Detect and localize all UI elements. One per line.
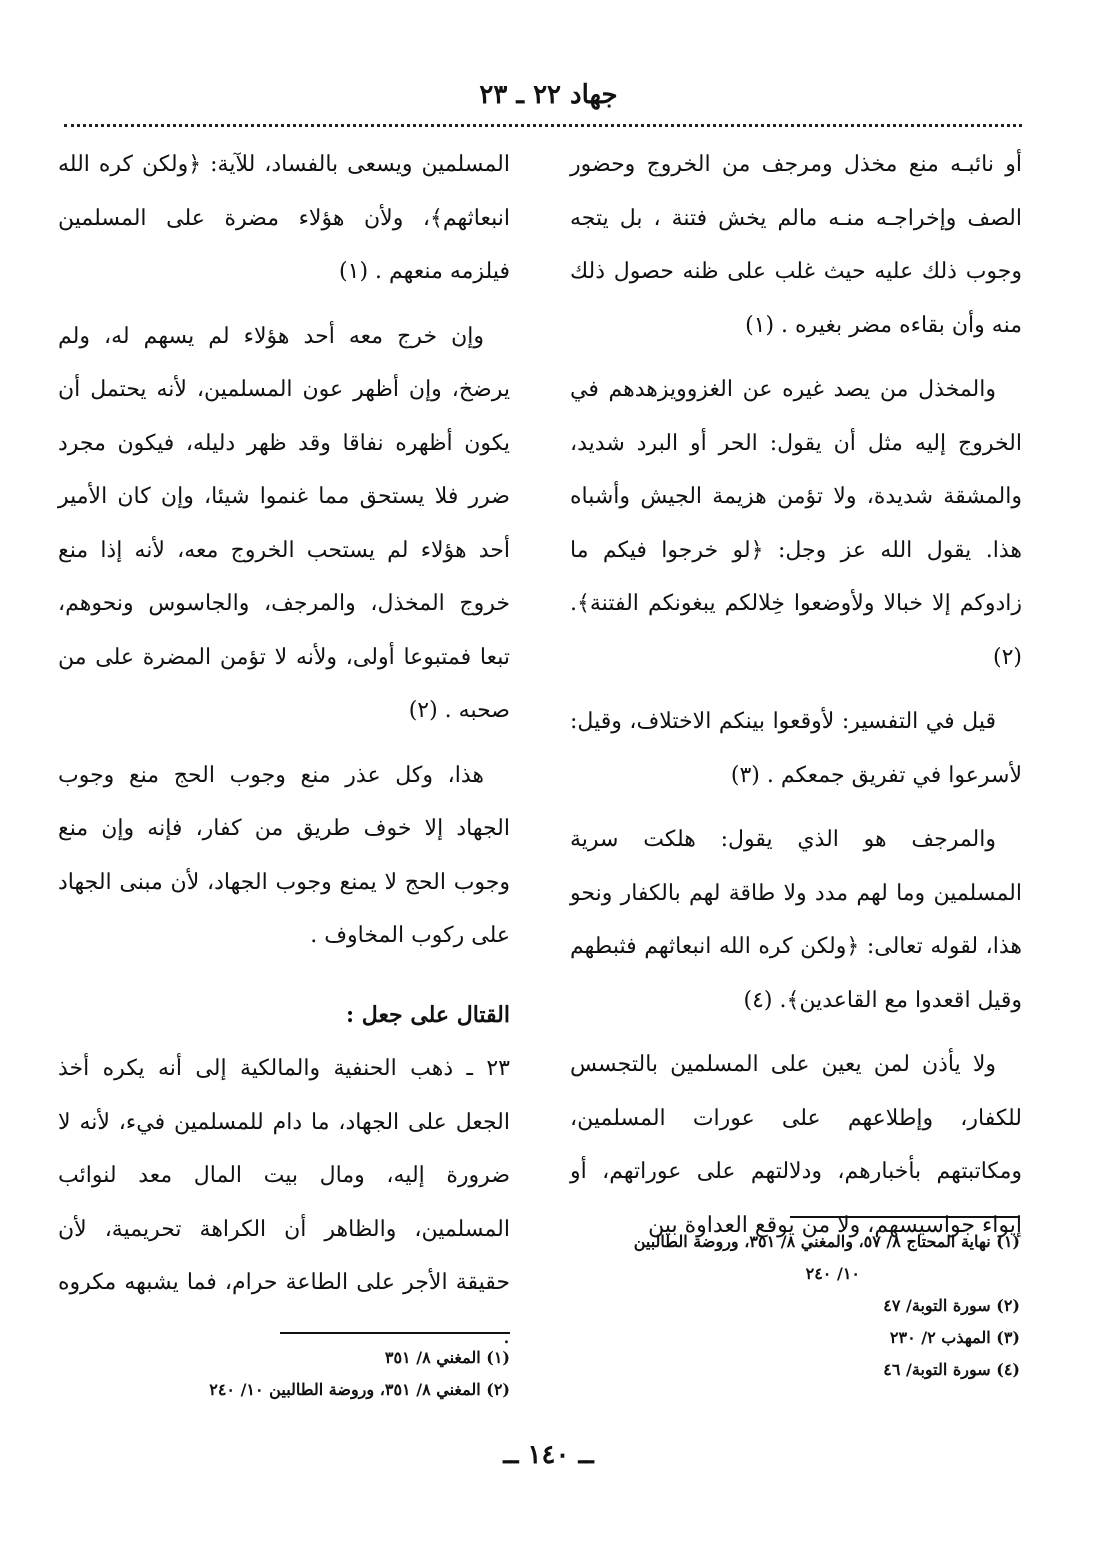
footnote-rule [280,1332,510,1334]
footnote: (٢) المغني ٨/ ٣٥١، وروضة الطالبين ١٠/ ٢٤٠ [209,1380,510,1399]
right-footnotes [560,1216,1020,1386]
section-paragraph: ٢٣ ـ ذهب الحنفية والمالكية إلى أنه يكره أخذ الجعل على الجهاد، ما دام للمسلمين فيء، لأنه لا ضرورة إليه، ومال بيت المال معد لنوائب المسلمين، والظاهر أن الكراهة تحريمية، لأن حقيقة الأجر على الطاعة حرام، فما يشبهه مكروه . [58,1056,510,1349]
paragraph: والمرجف هو الذي يقول: هلكت سرية المسلمين وما لهم مدد ولا طاقة لهم بالكفار ونحو هذا، لقوله تعالى: ﴿ولكن كره الله انبعاثهم فثبطهم وقيل اقعدوا مع القاعدين﴾. (٤) [570,827,1022,1013]
paragraph: المسلمين ويسعى بالفساد، للآية: ﴿ولكن كره الله انبعاثهم﴾، ولأن هؤلاء مضرة على المسلمين فيلزمه منعهم . (١) [58,152,510,284]
page-number: ــ ١٤٠ ــ [503,1440,594,1470]
footnote: (٤) سورة التوبة/ ٤٦ [883,1360,1020,1379]
paragraph: والمخذل من يصد غيره عن الغزوويزهدهم في الخروج إليه مثل أن يقول: الحر أو البرد شديد، والمشقة شديدة، ولا تؤمن هزيمة الجيش وأشباه هذا. يقول الله عز وجل: ﴿لو خرجوا فيكم ما زادوكم إلا خبالا ولأوضعوا خِلالكم يبغونكم الفتنة﴾. (٢) [570,377,1022,670]
footnote: (١) نهاية المحتاج ٨/ ٥٧، والمغني ٨/ ٣٥١، وروضة الطالبين [633,1232,1020,1251]
paragraph: ولا يأذن لمن يعين على المسلمين بالتجسس للكفار، وإطلاعهم على عورات المسلمين، ومكاتبتهم بأخبارهم، ودلالتهم على عوراتهم، أو إيواء جواسيسهم، ولا من يوقع العداوة بين [570,1052,1022,1238]
running-header-title: جهاد ٢٢ ـ ٢٣ [479,80,618,110]
paragraph: أو نائبـه منع مخذل ومرجف من الخروج وحضور الصف وإخراجـه منـه مالم يخش فتنة ، بل يتجه وجوب ذلك عليه حيث غلب على ظنه حصول ذلك منه وأن بقاءه مضر بغيره . (١) [570,152,1022,338]
footnote-continuation: ١٠/ ٢٤٠ [805,1264,860,1283]
left-footnotes [120,1332,510,1406]
footnote-rule [790,1216,1020,1218]
right-column [570,138,1022,1263]
section-heading: القتال على جعل : [346,1001,510,1028]
footnote: (٣) المهذب ٢/ ٢٣٠ [889,1328,1020,1347]
paragraph: قيل في التفسير: لأوقعوا بينكم الاختلاف، وقيل: لأسرعوا في تفريق جمعكم . (٣) [570,709,1022,788]
header-dotted-rule [64,124,1022,127]
footnote: (٢) سورة التوبة/ ٤٧ [883,1296,1020,1315]
paragraph: وإن خرج معه أحد هؤلاء لم يسهم له، ولم يرضخ، وإن أظهر عون المسلمين، لأنه يحتمل أن يكون أظهره نفاقا وقد ظهر دليله، فيكون مجرد ضرر فلا يستحق مما غنموا شيئا، وإن كان الأمير أحد هؤلاء لم يستحب الخروج معه، لأنه إذا منع خروج المخذل، والمرجف، والجاسوس ونحوهم، تبعا فمتبوعا أولى، ولأنه لا تؤمن المضرة على من صحبه . (٢) [58,323,510,723]
footnote: (١) المغني ٨/ ٣٥١ [384,1348,510,1367]
left-column [58,138,510,1374]
paragraph: هذا، وكل عذر منع وجوب الحج منع وجوب الجهاد إلا خوف طريق من كفار، فإنه وإن منع وجوب الحج لا يمنع وجوب الجهاد، لأن مبنى الجهاد على ركوب المخاوف . [58,762,510,948]
